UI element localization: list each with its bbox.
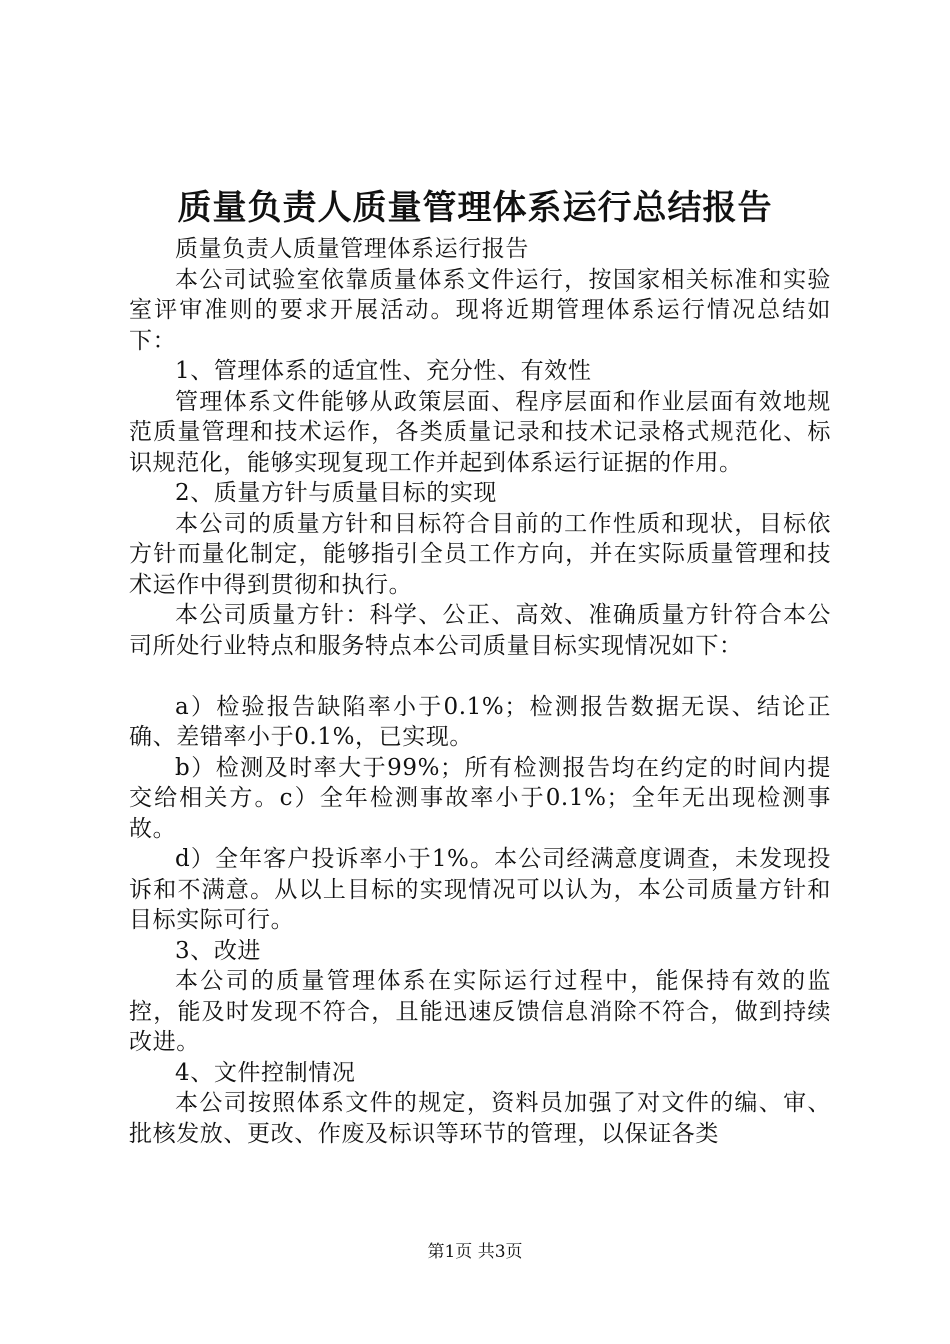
list-item-d: d）全年客户投诉率小于1%。本公司经满意度调查，未发现投诉和不满意。从以上目标的实现情况可以认为，本公司质量方针和目标实际可行。 — [129, 846, 831, 933]
paragraph-quality-policy: 本公司质量方针：科学、公正、高效、准确质量方针符合本公司所处行业特点和服务特点本公司质量目标实现情况如下： — [129, 602, 831, 659]
page-number-footer: 第1页 共3页 — [427, 1242, 523, 1262]
document-body — [129, 234, 831, 1149]
section-heading-2: 2、质量方针与质量目标的实现 — [175, 480, 498, 506]
section-heading-1: 1、管理体系的适宜性、充分性、有效性 — [175, 358, 592, 384]
paragraph-section-4: 本公司按照体系文件的规定，资料员加强了对文件的编、审、批核发放、更改、作废及标识等环节的管理，以保证各类 — [129, 1090, 831, 1147]
paragraph-section-1: 管理体系文件能够从政策层面、程序层面和作业层面有效地规范质量管理和技术运作，各类质量记录和技术记录格式规范化、标识规范化，能够实现复现工作并起到体系运行证据的作用。 — [129, 388, 831, 476]
document-title: 质量负责人质量管理体系运行总结报告 — [177, 188, 773, 228]
paragraph-intro: 本公司试验室依靠质量体系文件运行，按国家相关标准和实验室评审准则的要求开展活动。现将近期管理体系运行情况总结如下： — [129, 266, 831, 354]
paragraph-section-3: 本公司的质量管理体系在实际运行过程中，能保持有效的监控，能及时发现不符合，且能迅速反馈信息消除不符合，做到持续改进。 — [129, 968, 831, 1055]
paragraph-section-2: 本公司的质量方针和目标符合目前的工作性质和现状，目标依方针而量化制定，能够指引全员工作方向，并在实际质量管理和技术运作中得到贯彻和执行。 — [129, 510, 831, 598]
paragraph-subtitle: 质量负责人质量管理体系运行报告 — [175, 236, 529, 262]
list-item-a: a）检验报告缺陷率小于0.1%；检测报告数据无误、结论正确、差错率小于0.1%，已实现。 — [129, 693, 831, 750]
section-heading-3: 3、改进 — [175, 937, 262, 964]
list-item-b-c: b）检测及时率大于99%；所有检测报告均在约定的时间内提交给相关方。c）全年检测事故率小于0.1%；全年无出现检测事故。 — [129, 754, 831, 842]
paragraph-spacer — [129, 661, 831, 692]
section-heading-4: 4、文件控制情况 — [175, 1059, 356, 1086]
